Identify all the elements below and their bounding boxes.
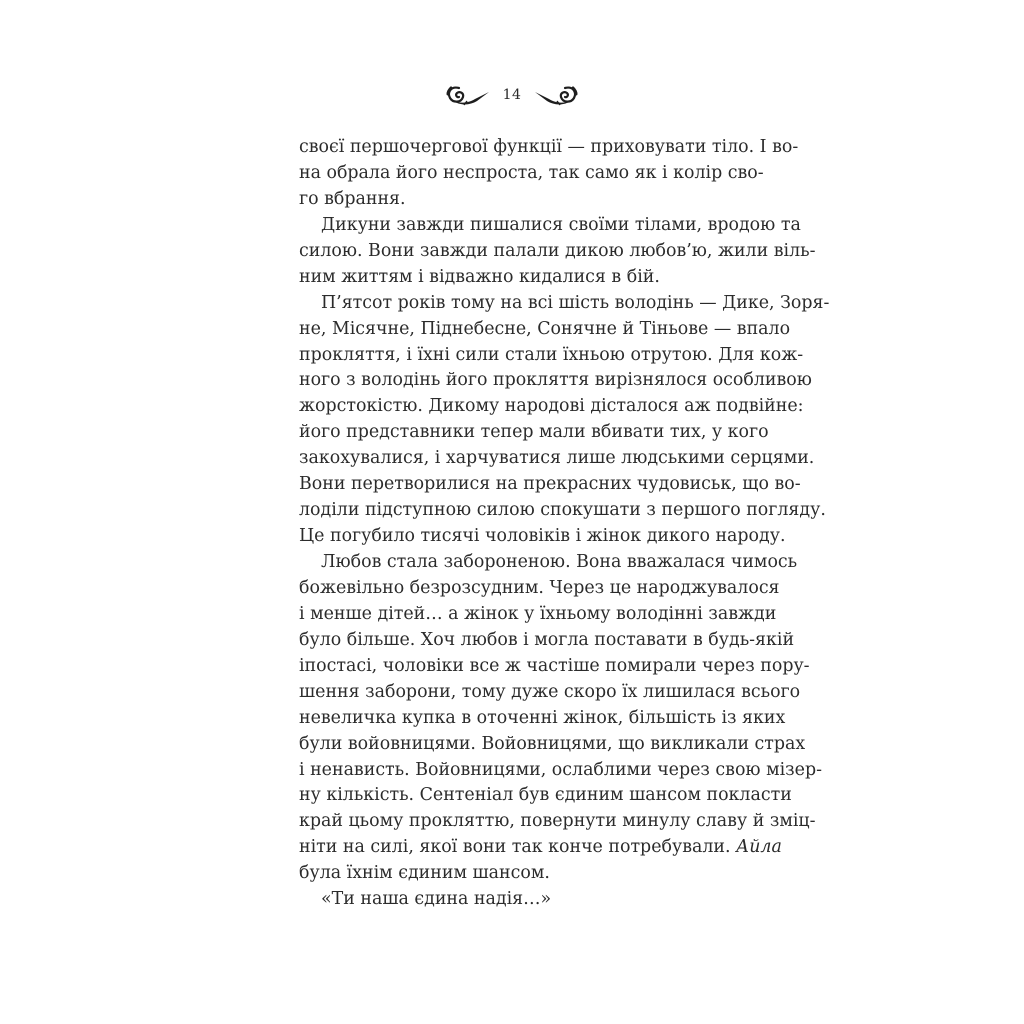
- text-line: [299, 602, 777, 628]
- text-line: [299, 343, 804, 369]
- text-line-content: невеличка купка в оточенні жінок, більшість із яких: [299, 707, 786, 728]
- text-line-content: го вбрання.: [299, 188, 406, 209]
- text-line: [299, 317, 791, 343]
- page-number: 14: [502, 87, 522, 103]
- text-line-content: Це погубило тисячі чоловіків і жінок дикого народу.: [299, 526, 786, 547]
- text-line: [299, 550, 798, 576]
- text-line: [299, 680, 801, 706]
- text-line: [299, 446, 815, 472]
- text-line-content: не, Місячне, Піднебесне, Сонячне й Тіньове — впало: [299, 318, 791, 339]
- text-line: [299, 187, 759, 213]
- text-line-content: іпостасі, чоловіки все ж частіше помирали через пору-: [299, 655, 810, 676]
- text-line-content: П’ятсот років тому на всі шість володінь — Дике, Зоря-: [321, 292, 830, 313]
- text-line-content: і ненависть. Войовницями, ослаблими через свою мізер-: [299, 759, 822, 780]
- text-line: [299, 628, 795, 654]
- swirl-ornament-left-icon: [445, 82, 491, 108]
- text-line: [299, 472, 801, 498]
- text-line-content: Дикуни завжди пишалися своїми тілами, вродою та: [321, 214, 801, 235]
- body-text: [299, 135, 830, 913]
- text-line: [299, 161, 764, 187]
- text-line: [299, 524, 786, 550]
- text-line: [299, 654, 810, 680]
- text-line-content: ного з володінь його прокляття вирізнялося особливою: [299, 370, 812, 391]
- text-line-content: і менше дітей… а жінок у їхньому володінні завжди: [299, 603, 777, 624]
- text-line: [299, 576, 780, 602]
- swirl-ornament-right-icon: [533, 82, 579, 108]
- text-line: [299, 498, 826, 524]
- text-line-content: прокляття, і їхні сили стали їхньою отрутою. Для кож-: [299, 344, 804, 365]
- text-line-content: ним життям і відважно кидалися в бій.: [299, 266, 660, 287]
- text-line: [299, 135, 799, 161]
- text-line-content: край цьому прокляттю, повернути минулу славу й зміц-: [299, 811, 816, 832]
- text-line-content: шення заборони, тому дуже скоро їх лишилася всього: [299, 681, 801, 702]
- text-line: [299, 291, 830, 317]
- page-header: [0, 80, 1024, 110]
- text-line-content: були войовницями. Войовницями, що викликали страх: [299, 733, 806, 754]
- text-line: [299, 394, 804, 420]
- text-line: [299, 732, 806, 758]
- text-line: [299, 420, 769, 446]
- text-line: [299, 213, 801, 239]
- text-line: [299, 861, 759, 887]
- text-line-content: жорстокістю. Дикому народові дісталося аж подвійне:: [299, 396, 804, 417]
- text-line-content: Любов стала забороненою. Вона вважалася чимось: [321, 552, 798, 572]
- text-line-content: лоділи підступною силою спокушати з першого погляду.: [299, 500, 826, 521]
- text-line-content: Вони перетворилися на прекрасних чудовиськ, що во-: [299, 474, 801, 495]
- text-line-content: своєї першочергової функції — приховувати тіло. І во-: [299, 137, 799, 157]
- text-line-content: закохувалися, і харчуватися лише людськими серцями.: [299, 448, 815, 469]
- text-line: [299, 809, 816, 835]
- text-line-content: ну кількість. Сентеніал був єдиним шансом покласти: [299, 785, 792, 806]
- text-line: [299, 265, 759, 291]
- text-line-content: божевільно безрозсудним. Через це народжувалося: [299, 577, 780, 598]
- text-line: [299, 239, 816, 265]
- text-line: [299, 758, 822, 784]
- text-line-content: було більше. Хоч любов і могла поставати в будь-якій: [299, 629, 795, 650]
- text-line: [299, 835, 782, 861]
- text-line-content: була їхнім єдиним шансом.: [299, 863, 550, 884]
- text-line: [299, 368, 812, 394]
- text-line-content: ніти на силі, якої вони так конче потребували.: [299, 837, 731, 858]
- text-line-content: його представники тепер мали вбивати тих, у кого: [299, 422, 769, 443]
- text-line-content: «Ти наша єдина надія…»: [321, 889, 552, 910]
- text-line: [299, 706, 786, 732]
- text-line-content: на обрала його неспроста, так само як і колір сво-: [299, 162, 764, 183]
- text-line: [299, 887, 759, 913]
- text-line-content: силою. Вони завжди палали дикою любов’ю, жили віль-: [299, 240, 816, 261]
- text-line: [299, 783, 792, 809]
- italic-name: Айла: [736, 837, 782, 858]
